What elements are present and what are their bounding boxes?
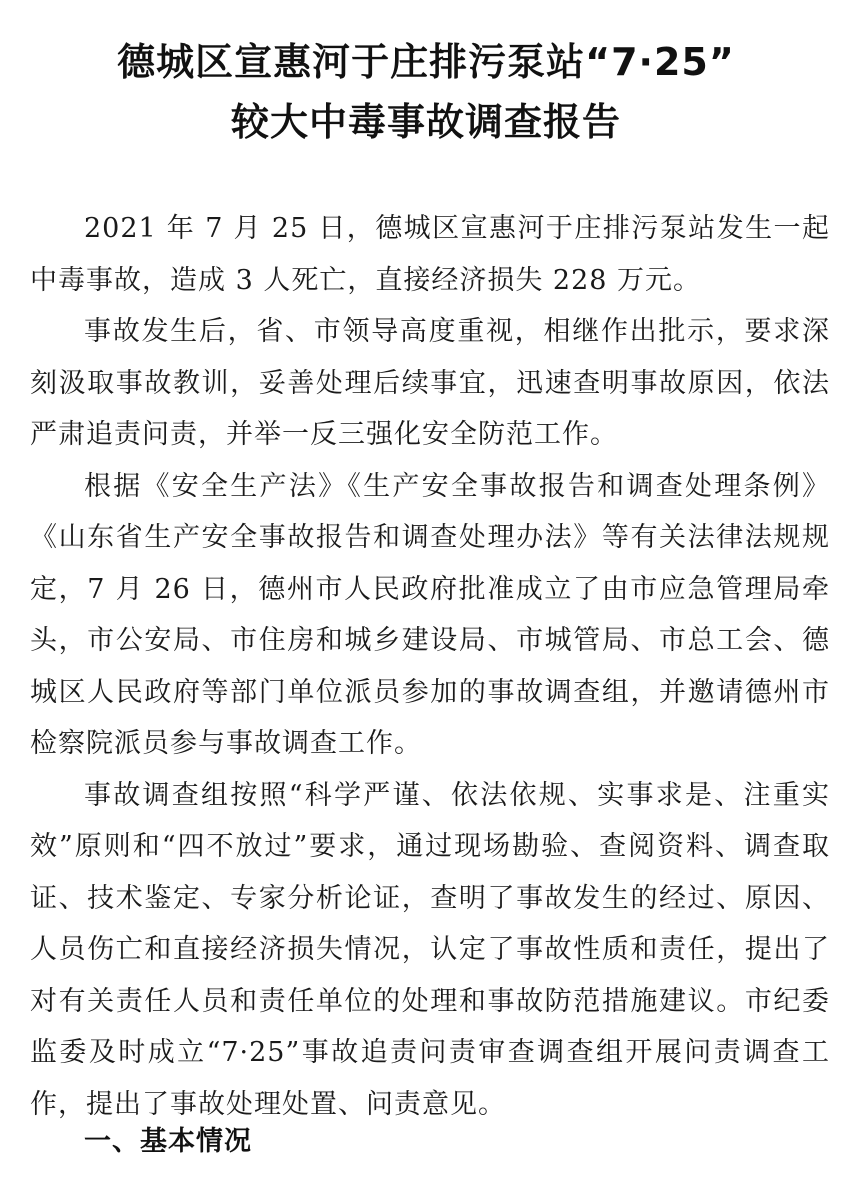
section-heading-basic-info: 一、基本情况 (84, 1126, 252, 1157)
document-title-line-2: 较大中毒事故调查报告 (230, 100, 621, 144)
paragraph-investigation-findings: 事故调查组按照“科学严谨、依法依规、实事求是、注重实效”原则和“四不放过”要求，通过现场勘验、查阅资料、调查取证、技术鉴定、专家分析论证，查明了事故发生的经过、原因、人员伤亡和直接经济损失情况，认定了事故性质和责任，提出了对有关责任人员和责任单位的处理和事故防范措施建议。市纪委监委及时成立“7·25”事故追责问责审查调查组开展问责调查工作，提出了事故处理处置、问责意见。 (30, 779, 830, 1120)
paragraph-investigation-team: 根据《安全生产法》《生产安全事故报告和调查处理条例》《山东省生产安全事故报告和调查处理办法》等有关法律法规规定，7 月 26 日，德州市人民政府批准成立了由市应急管理局牵头，市公安局、市住房和城乡建设局、市城管局、市总工会、德城区人民政府等部门单位派员参加的事故调查组，并邀请德州市检察院派员参与事故调查工作。 (30, 470, 830, 759)
paragraph-accident-summary: 2021 年 7 月 25 日，德城区宣惠河于庄排污泵站发生一起中毒事故，造成 3 人死亡，直接经济损失 228 万元。 (30, 213, 830, 296)
document-title-line-1: 德城区宣惠河于庄排污泵站“7·25” (117, 40, 735, 84)
paragraph-leadership-response: 事故发生后，省、市领导高度重视，相继作出批示，要求深刻汲取事故教训，妥善处理后续事宜，迅速查明事故原因，依法严肃追责问责，并举一反三强化安全防范工作。 (30, 316, 830, 450)
document-body (30, 203, 830, 1130)
